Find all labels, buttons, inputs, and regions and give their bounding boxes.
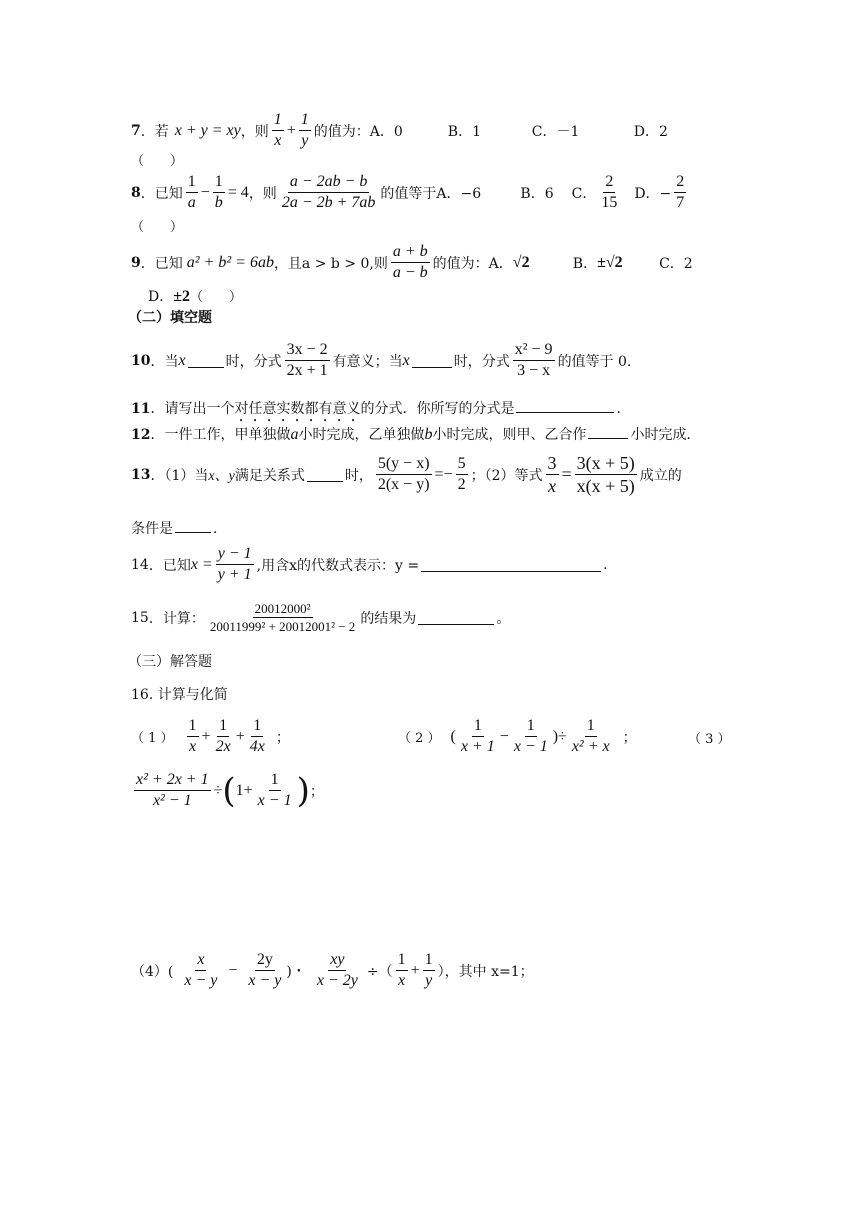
fraction: $\frac{3x - 2}{2x + 1}$	[286, 341, 328, 379]
question-15: 15 ．计算： $\frac{\text{20012000²}}{\text{20011999² + 20012001² − 2}}$ 的结果为 。	[131, 601, 511, 634]
question-7: 7 ．若 x + y = xy ，则 $\frac{1}{x}$ + $\frac{1}{y}$ 的值为： A．0 B．1 C．－1 D．2	[131, 111, 668, 149]
fraction: $\frac{5}{2}$	[457, 455, 466, 493]
fraction: $\frac{\text{x² + 2x + 1}}{\text{x² − 1}}$	[136, 771, 209, 809]
fraction: $\frac{1}{x - 1}$	[513, 717, 548, 755]
fraction: $\frac{1}{y}$	[300, 111, 309, 149]
question-9: 9 ．已知 a² + b² = 6ab ，且a > b > 0,则 $\frac{a + b}{a - b}$ 的值为： A． √2 B． ±√2 C．2	[131, 243, 693, 281]
fraction: $\frac{2}{15}$	[601, 173, 618, 211]
question-16-title: 16. 计算与化简	[131, 687, 228, 703]
fraction: $\frac{y - 1}{y + 1}$	[217, 545, 252, 583]
fraction: $\frac{1}{a}$	[187, 173, 196, 211]
option-d: D．2	[633, 123, 668, 140]
option-a: A．	[488, 255, 513, 272]
fraction: $\frac{1}{x}$	[273, 111, 282, 149]
blank	[412, 353, 452, 368]
fraction: $\frac{a - 2ab - b}{2a - 2b + 7ab}$	[281, 173, 376, 211]
fraction: $\frac{5(y - x)}{2(x - y)}$	[377, 455, 430, 493]
question-16-part-3: $\frac{\text{x² + 2x + 1}}{\text{x² − 1}}$ ÷ ( 1+ $\frac{1}{x - 1}$ ) ；	[136, 770, 324, 811]
section-heading: （三）解答题	[128, 654, 212, 670]
fraction: $\frac{a + b}{a - b}$	[392, 243, 428, 281]
question-13: 13 ．（1）当 x、y 满足关系式 时， $\frac{5(y - x)}{2(x - y)}$ =− $\frac{5}{2}$ ；（2）等式 $\frac{3}{x}$ = $\frac{3(x + 5)}{x(x + 5)}$ 成立的	[131, 453, 682, 496]
right-paren: )	[296, 770, 310, 811]
fraction: $\frac{\text{20012000²}}{\text{20011999² + 20012001² − 2}}$	[209, 601, 356, 634]
question-8: 8 ．已知 $\frac{1}{a}$ − $\frac{1}{b}$ = 4 ，则 $\frac{a - 2ab - b}{2a - 2b + 7ab}$ 的值等于 A．−6 B．6 C． $\frac{2}{15}$ D．− $\frac{2}{7}$	[131, 173, 685, 211]
blank	[188, 353, 224, 368]
option-b: B．	[572, 255, 598, 272]
fraction: $\frac{1}{x}$	[397, 951, 406, 989]
equation: x + y = xy	[174, 121, 241, 139]
option-a: A．0	[369, 123, 403, 140]
answer-paren: （ ）	[131, 220, 184, 235]
question-16-part-1: （ 1 ） $\frac{1}{x}$ + $\frac{1}{2x}$ + $\frac{1}{4x}$ ；	[131, 717, 290, 755]
fraction: $\frac{3}{x}$	[547, 453, 557, 496]
question-16-part-3-label: （ 3 ）	[688, 732, 731, 747]
fraction: $\frac{1}{x}$	[188, 717, 197, 755]
question-16-part-4: （4）( $\frac{x}{x - y}$ − $\frac{2y}{x - y}$ )・ $\frac{xy}{x - 2y}$ ÷（ $\frac{1}{x}$ + $\frac{1}{y}$ ），其中 x=1；	[131, 951, 534, 989]
blank	[588, 424, 628, 439]
fraction: $\frac{2y}{x - y}$	[248, 951, 282, 989]
section-heading: （二）填空题	[128, 310, 212, 326]
left-paren: (	[222, 770, 236, 811]
fraction: $\frac{1}{y}$	[424, 951, 433, 989]
option-a: A．−6	[436, 185, 482, 202]
question-13-line-2: 条件是 .	[131, 518, 800, 538]
option-c: C．	[571, 185, 597, 202]
question-11: 11．请写出一个对任意实数都有意义的分式．你所写的分式是 .	[131, 398, 800, 425]
blank	[421, 557, 601, 572]
fraction: $\frac{2}{7}$	[676, 173, 685, 211]
option-c: C．－1	[531, 123, 580, 140]
question-9-option-d: D．±2（ ）	[148, 288, 243, 305]
fraction: $\frac{xy}{x - 2y}$	[316, 951, 358, 989]
fraction: $\frac{\text{x² − 9}}{3 - x}$	[514, 341, 553, 379]
fraction: $\frac{1}{4x}$	[249, 717, 265, 755]
fraction: $\frac{1}{\text{x² + x}}$	[571, 717, 610, 755]
fraction: $\frac{x}{x - y}$	[184, 951, 218, 989]
option-c: C．2	[659, 255, 693, 272]
fraction: $\frac{1}{x - 1}$	[257, 771, 292, 809]
option-b: B．1	[447, 123, 481, 140]
fraction: $\frac{3(x + 5)}{x(x + 5)}$	[576, 453, 635, 496]
question-16-part-2: （ 2 ） ( $\frac{1}{x + 1}$ − $\frac{1}{x - 1}$ ) ÷ $\frac{1}{\text{x² + x}}$ ；	[398, 717, 637, 755]
question-number: 7	[131, 122, 141, 139]
blank	[307, 467, 343, 482]
question-12: 12．一件工作，甲单独做a小时完成，乙单独做b小时完成，则甲、乙合作 小时完成．	[131, 426, 701, 443]
option-d: D．−	[634, 185, 672, 202]
option-b: B．6	[520, 185, 554, 202]
question-14: 14 ．已知 x = $\frac{y - 1}{y + 1}$ ,用含x的代数式表示：y = .	[131, 545, 608, 583]
blank	[516, 398, 614, 413]
blank	[418, 610, 494, 625]
fraction: $\frac{1}{2x}$	[215, 717, 231, 755]
blank	[175, 518, 211, 533]
question-10: 10 ．当 x 时，分式 $\frac{3x - 2}{2x + 1}$ 有意义；当 x 时，分式 $\frac{\text{x² − 9}}{3 - x}$ 的值等于 0.	[131, 341, 632, 379]
emphasized-text: 对任意实数都有意义	[234, 401, 361, 417]
answer-paren: （ ）	[131, 154, 184, 169]
fraction: $\frac{1}{b}$	[214, 173, 223, 211]
fraction: $\frac{1}{x + 1}$	[460, 717, 495, 755]
